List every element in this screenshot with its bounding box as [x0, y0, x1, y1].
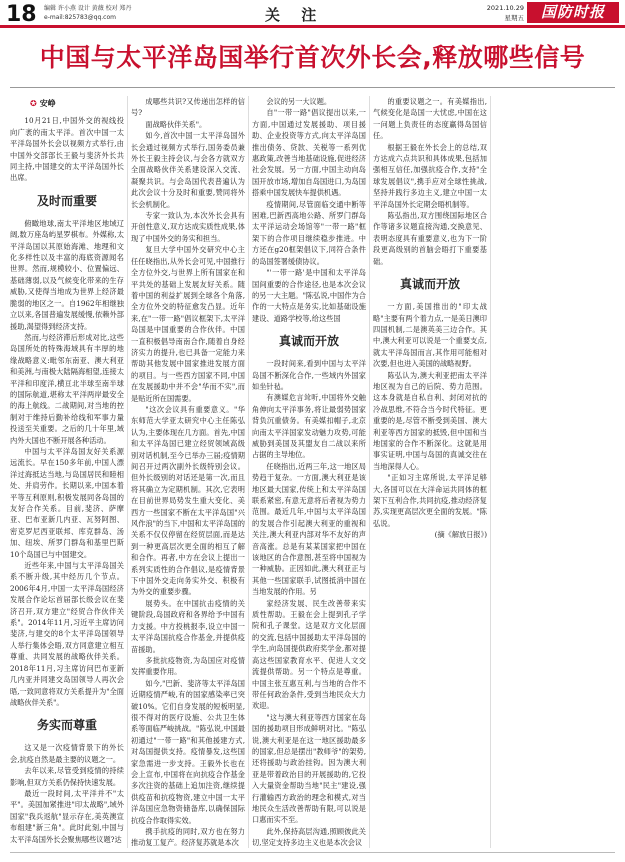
paragraph: 的重要议题之一。有美媒指出,气候变化是岛国一大忧虑,中国在这一问题上负责任的态度赢得岛国信任。: [373, 97, 487, 141]
column-divider: [248, 96, 249, 848]
byline: [10, 98, 124, 109]
column-divider: [127, 96, 128, 848]
column-divider: [369, 96, 370, 848]
paragraph: 专家一致认为,本次外长会具有开创性意义,双方达成实质性成果,体现了中国外交的务实和担当。: [131, 211, 245, 243]
page-number: 18: [6, 2, 37, 27]
author-name: 安峥: [39, 99, 56, 108]
section-subhead: 及时而重要: [36, 193, 97, 208]
paragraph: 面战略伙伴关系"。: [145, 119, 207, 129]
star-icon: ✪: [30, 99, 37, 108]
paragraph: 去年以来,尽管受到疫情的持续影响,但双方关系仍保持快速发展。: [10, 766, 124, 787]
section-subhead: 务实而尊重: [36, 718, 97, 733]
publication-date: [466, 3, 524, 23]
paragraph: 有澳媒危言耸听,中国将外交触角伸向太平洋事务,将让最弱势国家背负沉重债务。有美媒扣帽子,北京向南太平洋国家发动魅力攻势,可能威胁到美国及其盟友自二战以来所占据的主导地位。: [252, 393, 366, 460]
paragraph: 俯瞰地球,南太平洋地区地域辽阔,数万座岛屿星罗棋布。外媒称,太平洋岛国以其原始海滩、地理和文化多样性以及丰富的海底资源闻名世界。然而,规模较小、位置偏远、基础薄弱,以及气候变化带来的生存威胁,又使得当地成为世界上经济最脆弱的地区之一。自1962年相继独立以来,各国普遍发展缓慢,依赖外部援助,渴望得到经济支持。: [10, 218, 124, 331]
paragraph: 复旦大学中国外交研究中心主任任晓指出,从外长会可见,中国推行全方位外交,与世界上所有国家在和平共处的基础上发展友好关系。随着中国的利益扩展到全球各个角落,全方位外交的特征愈发凸显。近年来,在"一带一路"倡议框架下,太平洋岛国是中国重要的合作伙伴。中国一直积极倡导南南合作,随着自身经济实力的提升,也已具备一定能力来帮助其他发展中国家推进发展方面的项目。与一些西方国家不同,中国在发展援助中并不会"华而不实",而是贴近所在国需要。: [131, 245, 245, 403]
masthead: [0, 0, 625, 28]
paragraph: 如今,"巴新、斐济等太平洋岛国近期疫情严峻,有的国家感染率已突破10%。它们自身发展的短板明显,很不得对的医疗设施、公共卫生体系等面临严峻挑战。"陈弘说,中国最初通过"一带一路"和其他援建方式,对岛国提供支持。疫情暴发,这些国家急需进一步支持。王毅外长也在会上宣布,中国将在向抗疫合作基金多次注资的基础上追加注资,继续提供疫苗和抗疫物资,建立中国一太平洋岛国应急物资储备库,以确保国际抗疫合作取得实效。: [131, 678, 245, 825]
newspaper-logo: 国防时报: [527, 2, 619, 23]
paragraph: 展势头。在中国抗击疫情的关键阶段,岛国政府和各界给予中国有力支援。中方投桃报李,设立中国一太平洋岛国抗疫合作基金,并提供疫苗援助。: [131, 598, 245, 654]
paragraph: 此外,保持高层沟通,照顾彼此关切,坚定支持多边主义也是本次会议: [252, 826, 366, 848]
editor-credits: [44, 4, 132, 22]
paragraph: 然而,与经济滞后形成对比,这些岛国所处的特殊海域具有丰厚的地缘战略意义:毗邻东南亚、澳大利亚和美洲,与南极大陆隔海相望,连接太平洋和印度洋,横亘北半球至南半球的国际航道,堪称太平洋两岸最安全的海上航线。二战期间,对当地的控制对于维持后勤补给线和军事力量投送至关重要。之后的几十年里,域内外大国也不断开展各种活动。: [10, 332, 124, 445]
article-column-4: [373, 96, 487, 848]
paragraph: 一段时间来,看到中国与太平洋岛国不断深化合作,一些域内外国家如坐针毡。: [252, 359, 366, 391]
footer-rule: [10, 852, 615, 853]
paragraph: 家经济发展、民生改善带来实质性帮助。王毅在会上提到孔子学院和孔子课堂。这是双方文化层面的交流,包括中国援助太平洋岛国的学生,向岛国提供政府奖学金,都对提高这些国家教育水平、促进人文交流提供帮助。另一个特点是尊重。中国主张互惠互利,与当地的合作不带任何政治条件,受到当地民众大力欢迎。: [252, 598, 366, 711]
paragraph: 携手抗疫的同时,双方也在努力推动复工复产。经济复苏就是本次: [131, 827, 245, 848]
article-column-5: [494, 96, 608, 848]
article-headline: 中国与太平洋岛国举行首次外长会,释放哪些信号: [39, 43, 586, 72]
article-column-2: [131, 96, 245, 848]
paragraph: 自"一带一路"倡议提出以来,一方面,中国通过发展援助、项目援助、企业投资等方式,向太平洋岛国推出债务、贷款、关税等一系列优惠政策,改善当地基础设施,促进经济社会发展。另一方面,中国主动向岛国开放市场,增加自岛国进口,为岛国搭乘中国发展快车提供机遇。: [252, 108, 366, 198]
paragraph: 最近一段时间,太平洋并不"太平"。美国加紧推进"印太战略",域外国家"我兵返航"显示存在,美英澳宣布组建"新三角"。此时此刻,中国与太平洋岛国外长会聚焦哪些议题?达: [10, 788, 124, 844]
credits-line: 编辑 许小燕 设计 黄薇 校对 郑丹: [44, 5, 132, 12]
paragraph: 一方面,美国推出的"印太战略"主要有两个着力点,一是美日澳印四国机制,二是澳英美三边合作。其中,澳大利亚可以说是一个重要支点,就太平洋岛国而言,其作用可能相对次要,但也进入美国的战略视野。: [373, 302, 487, 369]
paragraph: 近些年来,中国与太平洋岛国关系不断升级,其中经历几个节点。2006年4月,中国一太平洋岛国经济发展合作论坛首届部长级会议在斐济召开,双方建立"经贸合作伙伴关系"。2014年11月,习近平主席访问斐济,与建交的8个太平洋岛国领导人举行集体会晤,双方同意建立相互尊重、共同发展的战略伙伴关系。2018年11月,习主席访问巴布亚新几内亚并同建交岛国领导人再次会晤,一致同意将双方关系提升为"全面战略伙伴关系"。: [10, 561, 124, 707]
weekday-text: 星期五: [504, 14, 524, 22]
article-column-3: [252, 96, 366, 848]
section-subhead: 真诚而开放: [278, 334, 339, 349]
column-divider: [490, 96, 491, 848]
source-credit: (摘《解放日报》): [434, 530, 487, 540]
section-title: 关 注: [265, 6, 325, 24]
paragraph: 疫情期间,尽管面临交通中断等困难,巴新西高地公路、所罗门群岛太平洋运动会场馆等"一带一路"框架下的合作项目继续稳步推进。中方还在g20框架倡议下,同符合条件的岛国签署缓债协议。: [252, 199, 366, 266]
paragraph: "这与澳大利亚等西方国家在岛国的援助项目形成鲜明对比。"陈弘说,澳大利亚是在这一地区援助最多的国家,但总是摆出"教师爷"的架势,还将援助与政治挂钩。因为澳大利亚是带着政治目的开展援助的,它投入大量资金帮助当地"民主"建设,强行灌输西方政治的理念和模式,对当地民众生活改善帮助有限,可以说是口惠而实不至。: [252, 712, 366, 825]
paragraph: 任晓指出,近两三年,这一地区局势趋于复杂。一方面,澳大利亚是该地区最大国家,传统上和太平洋岛国联系紧密,有意无意将后者视为势力范围。最近几年,中国与太平洋岛国的发展合作引起澳大利亚的重视和关注,澳大利亚内部对华不友好的声音高涨。总是有某某国家把中国在该地区的合作意图,甚至将中国视为一种威胁。正因如此,澳大利亚正与其他一些国家联手,试图抵消中国在当地发展的作用。另: [252, 461, 366, 597]
paragraph: 陈弘指出,双方围绕国际地区合作等诸多议题直接沟通,交换意见、表明态度具有重要意义,也为下一阶段更高级别的首脑会晤打下重要基础。: [373, 211, 487, 266]
paragraph: 多批抗疫物资,为岛国应对疫情发挥重要作用。: [131, 655, 245, 677]
paragraph: 这又是一次疫情背景下的外长会,抗疫自然是最主要的议题之一。: [10, 743, 124, 764]
section-subhead: 真诚而开放: [399, 277, 460, 292]
paragraph: "正如习主席所说,太平洋足够大,各国可以在大洋命运共同体的框架下互利合作,共同抗疫,推动经济复苏,实现更高层次更全面的发展。"陈弘说。: [373, 473, 487, 528]
paragraph: 陈弘认为,澳大利亚把南太平洋地区视为自己的后院、势力范围。这本身就是自私自利、封闭对抗的冷战思维,不符合当今时代特征。更重要的是,尽管不断受到美国、澳大利亚等西方国家的抵毁,但中国和当地国家的合作不断深化。这就是用事实证明,中国与岛国的真诚交往在当地深得人心。: [373, 370, 487, 471]
headline-block: [10, 38, 615, 88]
paragraph: 10月21日,中国外交的视线投向广袤的南太平洋。首次中国一太平洋岛国外长会以视频方式举行,由中国外交部部长王毅与斐济外长共同主持,中国建交的太平洋岛国外长出席。: [10, 116, 124, 183]
paragraph: 如今,首次中国一太平洋岛国外长会通过视频方式举行,国务委员兼外长王毅主持会议,与会各方就双方全面战略伙伴关系建设深入交流、凝聚共识。与会岛国代表普遍认为此次会议十分及时和重要,赞同将外长会机制化。: [131, 131, 245, 209]
email-line: e-mail:825783@qq.com: [44, 14, 116, 21]
date-text: 2021.10.29: [486, 4, 524, 12]
paragraph: 中国与太平洋岛国友好关系源远流长。早在150多年前,中国人漂洋过海抵达当地,与岛国居民和睦相处、并肩劳作。长期以来,中国本着平等互利原则,积极发展同各岛国的友好合作关系。目前,斐济、萨摩亚、巴布亚新几内亚、瓦努阿图、密克罗尼西亚联邦、库克群岛、汤加、纽埃、所罗门群岛和基里巴斯10个岛国已与中国建交。: [10, 446, 124, 559]
article-column-1: [10, 96, 124, 848]
paragraph: 根据王毅在外长会上的总结,双方达成六点共识和具体成果,包括加强相互信任,加强抗疫合作,支持"全球发展倡议",携手应对全球性挑战,坚持并践行多边主义,建立中国一太平洋岛国外长定期会晤机制等。: [373, 142, 487, 209]
paragraph: 成哪些共识?又传递出怎样的信号?: [131, 97, 245, 118]
paragraph: "这次会议具有重要意义。"华东师范大学亚太研究中心主任陈弘认为,主要体现在几方面。首先,中国和太平洋岛国已建立经贸领域高级别对话机制,至今已举办三届;疫情期间召开过两次副外长级特别会议。但外长级别的对话还是第一次,而且将其确立为定期机制。其次,它表明在目前世界局势发生重大变化、美西方一些国家不断在太平洋岛国"兴风作浪"的当下,中国和太平洋岛国的关系不仅仅停留在经贸层面,而是达到一种更高层次更全面的相互了解和合作。再者,中方在会议上提出一系列实质性的合作倡议,是疫情背景下中国外交走向务实外交、积极有为外交的重要步骤。: [131, 404, 245, 597]
paragraph: 会议的另一大议题。: [266, 97, 332, 106]
paragraph: "'一带一路'是中国和太平洋岛国间重要的合作途径,也是本次会议的另一大主题。"陈弘说,中国作为合作的一大特点是务实,比如基础设施建设、道路学校等,给这些国: [252, 268, 366, 323]
